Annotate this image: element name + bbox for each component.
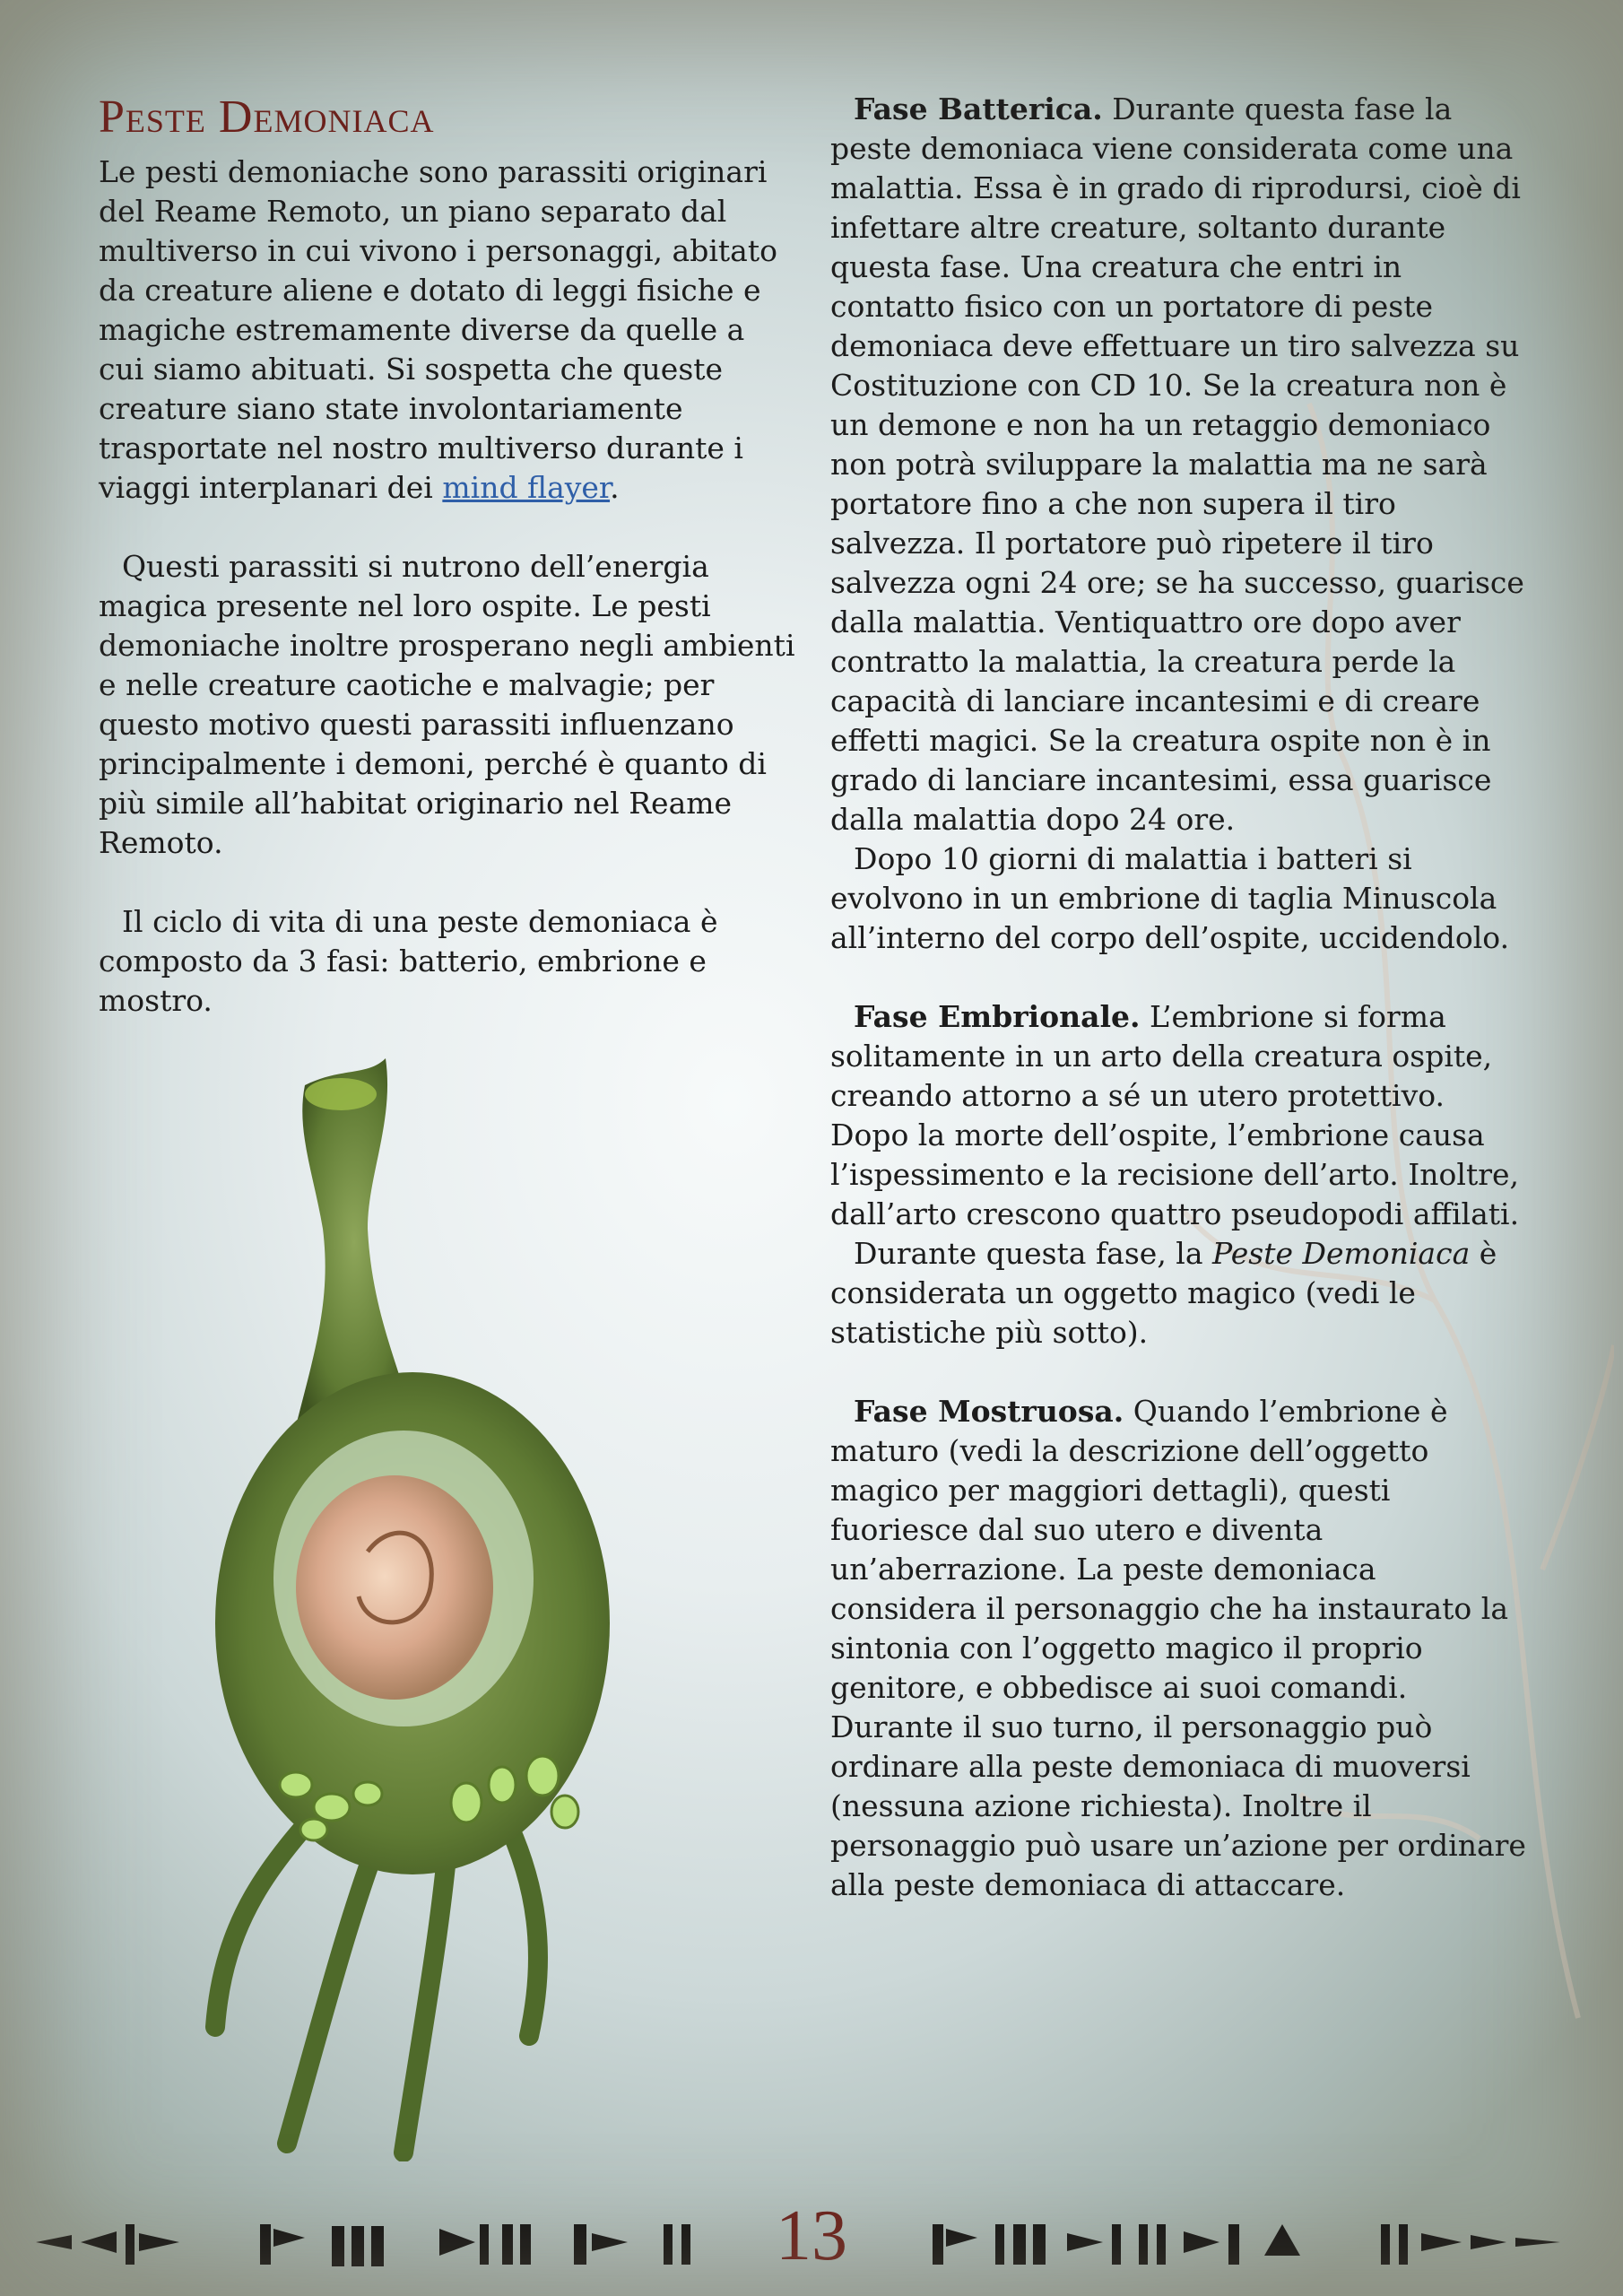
intro-text: Le pesti demoniache sono parassiti originari del Reame Remoto, un piano separato dal multiverso in cui vivono i personaggi, abitato da creature aliene e dotato di leggi fisiche e magiche estremamente diverse da quelle a cui siamo abituati. Si sospetta che queste creature siano state involontariamente trasportate nel nostro multiverso durante i viaggi interplanari dei <box>99 154 777 505</box>
energy-paragraph: Questi parassiti si nutrono dell’energia magica presente nel loro ospite. Le pesti demoniache inoltre prosperano negli ambienti e nelle creature caotiche e malvagie; per questo motivo questi parassiti influenzano principalmente i demoni, perché è quanto di più simile all’habitat originario nel Reame Remoto. <box>99 549 795 860</box>
intro-paragraph <box>99 152 798 508</box>
monstrous-phase-label: Fase Mostruosa. <box>854 1394 1124 1429</box>
embryonic-phase-text: L’embrione si forma solitamente in un arto della creatura ospite, creando attorno a sé un utero protettivo. Dopo la morte dell’ospite, l’embrione causa l’ispessimento e la recisione dell’arto. Inoltre, dall’arto crescono quattro pseudopodi affilati. <box>830 999 1520 1231</box>
peste-demoniaca-emphasis: Peste Demoniaca <box>1212 1236 1471 1271</box>
right-column <box>830 90 1530 1905</box>
embryonic-phase-label: Fase Embrionale. <box>854 999 1141 1034</box>
footer-runes-right <box>933 2215 1596 2269</box>
embryonic-text-a: Durante questa fase, la <box>854 1236 1213 1271</box>
bacterial-evolution-paragraph: Dopo 10 giorni di malattia i batteri si evolvono in un embrione di taglia Minuscola all’interno del corpo dell’ospite, uccidendolo. <box>830 841 1510 955</box>
bacterial-phase-text: Durante questa fase la peste demoniaca viene considerata come una malattia. Essa è in grado di riprodursi, cioè di infettare altre creature, soltanto durante questa fase. Una creatura che entri in contatto fisico con un portatore di peste demoniaca deve effettuare un tiro salvezza su Costituzione con CD 10. Se la creatura non è un demone e non ha un retaggio demoniaco non potrà sviluppare la malattia ma ne sarà portatore fino a che non supera il tiro salvezza. Il portatore può ripetere il tiro salvezza ogni 24 ore; se ha successo, guarisce dalla malattia. Ventiquattro ore dopo aver contratto la malattia, la creatura perde la capacità di lanciare incantesimi e di creare effetti magici. Se la creatura ospite non è in grado di lanciare incantesimi, essa guarisce dalla malattia dopo 24 ore. <box>830 91 1524 837</box>
lifecycle-paragraph: Il ciclo di vita di una peste demoniaca è composto da 3 fasi: batterio, embrione e mostro. <box>99 904 718 1018</box>
monstrous-phase-paragraph <box>830 1392 1530 1905</box>
demon-plague-illustration <box>188 1049 673 2161</box>
left-column <box>99 90 798 1021</box>
embryonic-text-b: è considerata un oggetto magico (vedi le statistiche più sotto). <box>830 1236 1497 1350</box>
mind-flayer-link[interactable]: mind flayer <box>442 470 611 505</box>
bacterial-phase-label: Fase Batterica. <box>854 91 1103 126</box>
intro-end: . <box>610 470 620 505</box>
monstrous-phase-text: Quando l’embrione è maturo (vedi la descrizione dell’oggetto magico per maggiori dettagli), questi fuoriesce dal suo utero e diventa un’aberrazione. La peste demoniaca considera il personaggio che ha instaurato la sintonia con l’oggetto magico il proprio genitore, e obbedisce ai suoi comandi. Durante il suo turno, il personaggio può ordinare alla peste demoniaca di muoversi (nessuna azione richiesta). Inoltre il personaggio può usare un’azione per ordinare alla peste demoniaca di attaccare. <box>830 1394 1526 1902</box>
embryonic-phase-paragraph <box>830 997 1530 1234</box>
bacterial-phase-paragraph <box>830 90 1530 839</box>
embryonic-magic-item-paragraph <box>830 1234 1530 1352</box>
page-number: 13 <box>776 2196 847 2275</box>
page-title: Peste Demoniaca <box>99 91 435 143</box>
